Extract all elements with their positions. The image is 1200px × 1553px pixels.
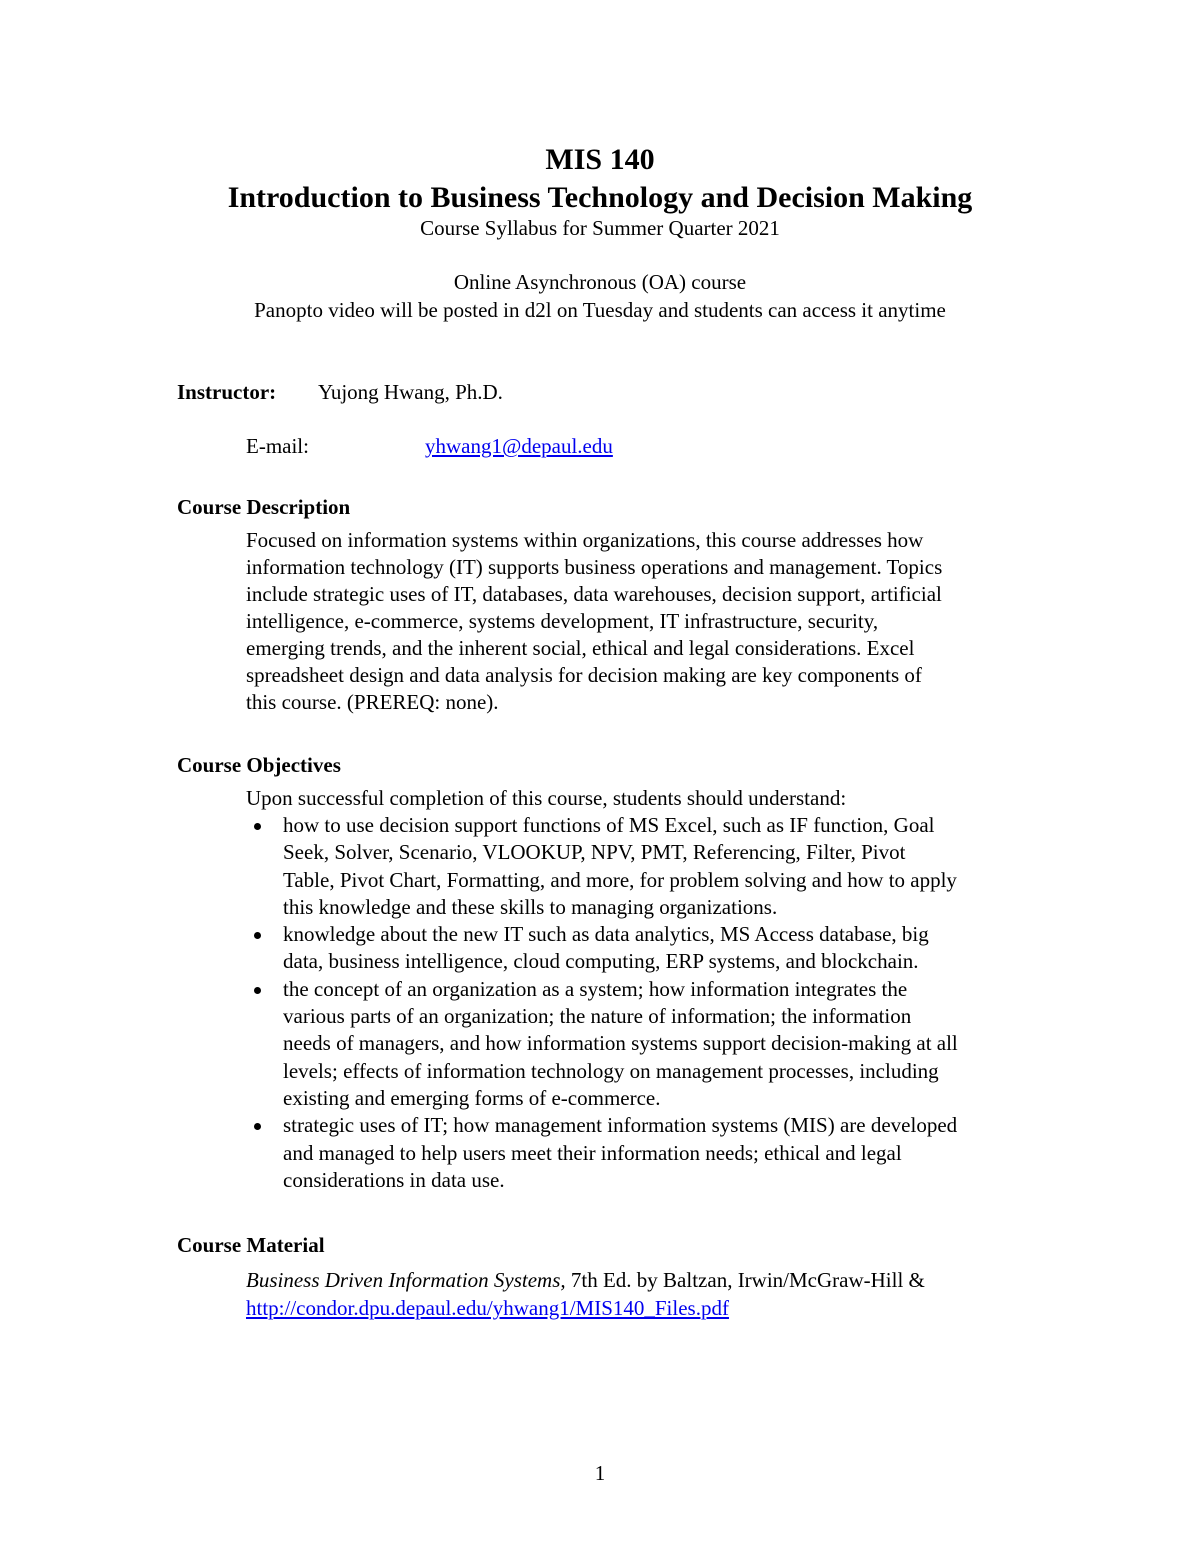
instructor-label: Instructor: bbox=[177, 380, 277, 404]
bullet-icon bbox=[254, 1123, 261, 1130]
course-format: Online Asynchronous (OA) course bbox=[453, 270, 747, 294]
objective-line: levels; effects of information technology on management processes, including bbox=[283, 1058, 939, 1083]
objective-line: this knowledge and these skills to managing organizations. bbox=[283, 894, 778, 919]
course-material-text bbox=[246, 1266, 925, 1322]
textbook-details: 7th Ed. by Baltzan, Irwin/McGraw-Hill & bbox=[565, 1268, 925, 1292]
description-line: this course. (PREREQ: none). bbox=[246, 690, 499, 714]
course-description-heading: Course Description bbox=[177, 495, 351, 519]
instructor-name: Yujong Hwang, Ph.D. bbox=[318, 380, 503, 404]
objective-line: and managed to help users meet their information needs; ethical and legal bbox=[283, 1140, 902, 1165]
course-description-text bbox=[246, 527, 1066, 716]
objective-line: how to use decision support functions of MS Excel, such as IF function, Goal bbox=[283, 813, 935, 837]
list-item bbox=[246, 812, 1066, 921]
description-line: spreadsheet design and data analysis for decision making are key components of bbox=[246, 663, 922, 687]
bullet-icon bbox=[254, 823, 261, 830]
bullet-icon bbox=[254, 932, 261, 939]
course-material-heading: Course Material bbox=[177, 1233, 325, 1257]
objective-line: data, business intelligence, cloud computing, ERP systems, and blockchain. bbox=[283, 949, 919, 974]
page-number: 1 bbox=[594, 1461, 606, 1485]
list-item bbox=[246, 1112, 1066, 1194]
description-line: information technology (IT) supports business operations and management. Topics bbox=[246, 555, 943, 579]
objective-line: the concept of an organization as a system; how information integrates the bbox=[283, 976, 908, 1001]
objective-line: strategic uses of IT; how management information systems (MIS) are developed bbox=[283, 1113, 958, 1138]
description-line: intelligence, e-commerce, systems development, IT infrastructure, security, bbox=[246, 609, 879, 633]
objective-line: various parts of an organization; the nature of information; the information bbox=[283, 1004, 912, 1029]
description-line: Focused on information systems within organizations, this course addresses how bbox=[246, 528, 924, 552]
syllabus-term: Course Syllabus for Summer Quarter 2021 bbox=[420, 216, 780, 240]
objective-line: Table, Pivot Chart, Formatting, and more, for problem solving and how to apply bbox=[283, 867, 957, 892]
bullet-icon bbox=[254, 987, 261, 994]
objectives-intro: Upon successful completion of this course, students should understand: bbox=[246, 786, 847, 810]
list-item bbox=[246, 921, 1066, 976]
description-line: emerging trends, and the inherent social, ethical and legal considerations. Excel bbox=[246, 636, 915, 660]
objective-line: considerations in data use. bbox=[283, 1167, 505, 1192]
objective-line: existing and emerging forms of e-commerce. bbox=[283, 1085, 661, 1110]
instructor-email-link[interactable]: yhwang1@depaul.edu bbox=[425, 434, 613, 458]
video-note: Panopto video will be posted in d2l on Tuesday and students can access it anytime bbox=[254, 298, 946, 322]
objectives-list bbox=[246, 812, 1066, 1194]
course-title: Introduction to Business Technology and Decision Making bbox=[227, 181, 973, 214]
objective-line: Seek, Solver, Scenario, VLOOKUP, NPV, PMT, Referencing, Filter, Pivot bbox=[283, 840, 906, 865]
course-objectives-heading: Course Objectives bbox=[177, 753, 341, 777]
description-line: include strategic uses of IT, databases, data warehouses, decision support, artificial bbox=[246, 582, 942, 606]
textbook-line bbox=[246, 1266, 925, 1294]
course-code: MIS 140 bbox=[545, 143, 655, 176]
course-files-link[interactable]: http://condor.dpu.depaul.edu/yhwang1/MIS140_Files.pdf bbox=[246, 1296, 729, 1320]
objective-line: needs of managers, and how information systems support decision-making at all bbox=[283, 1031, 958, 1056]
objective-line: knowledge about the new IT such as data analytics, MS Access database, big bbox=[283, 922, 929, 947]
email-label: E-mail: bbox=[246, 434, 309, 458]
email-block bbox=[425, 432, 613, 460]
textbook-title: Business Driven Information Systems, bbox=[246, 1268, 566, 1292]
list-item bbox=[246, 976, 1066, 1112]
